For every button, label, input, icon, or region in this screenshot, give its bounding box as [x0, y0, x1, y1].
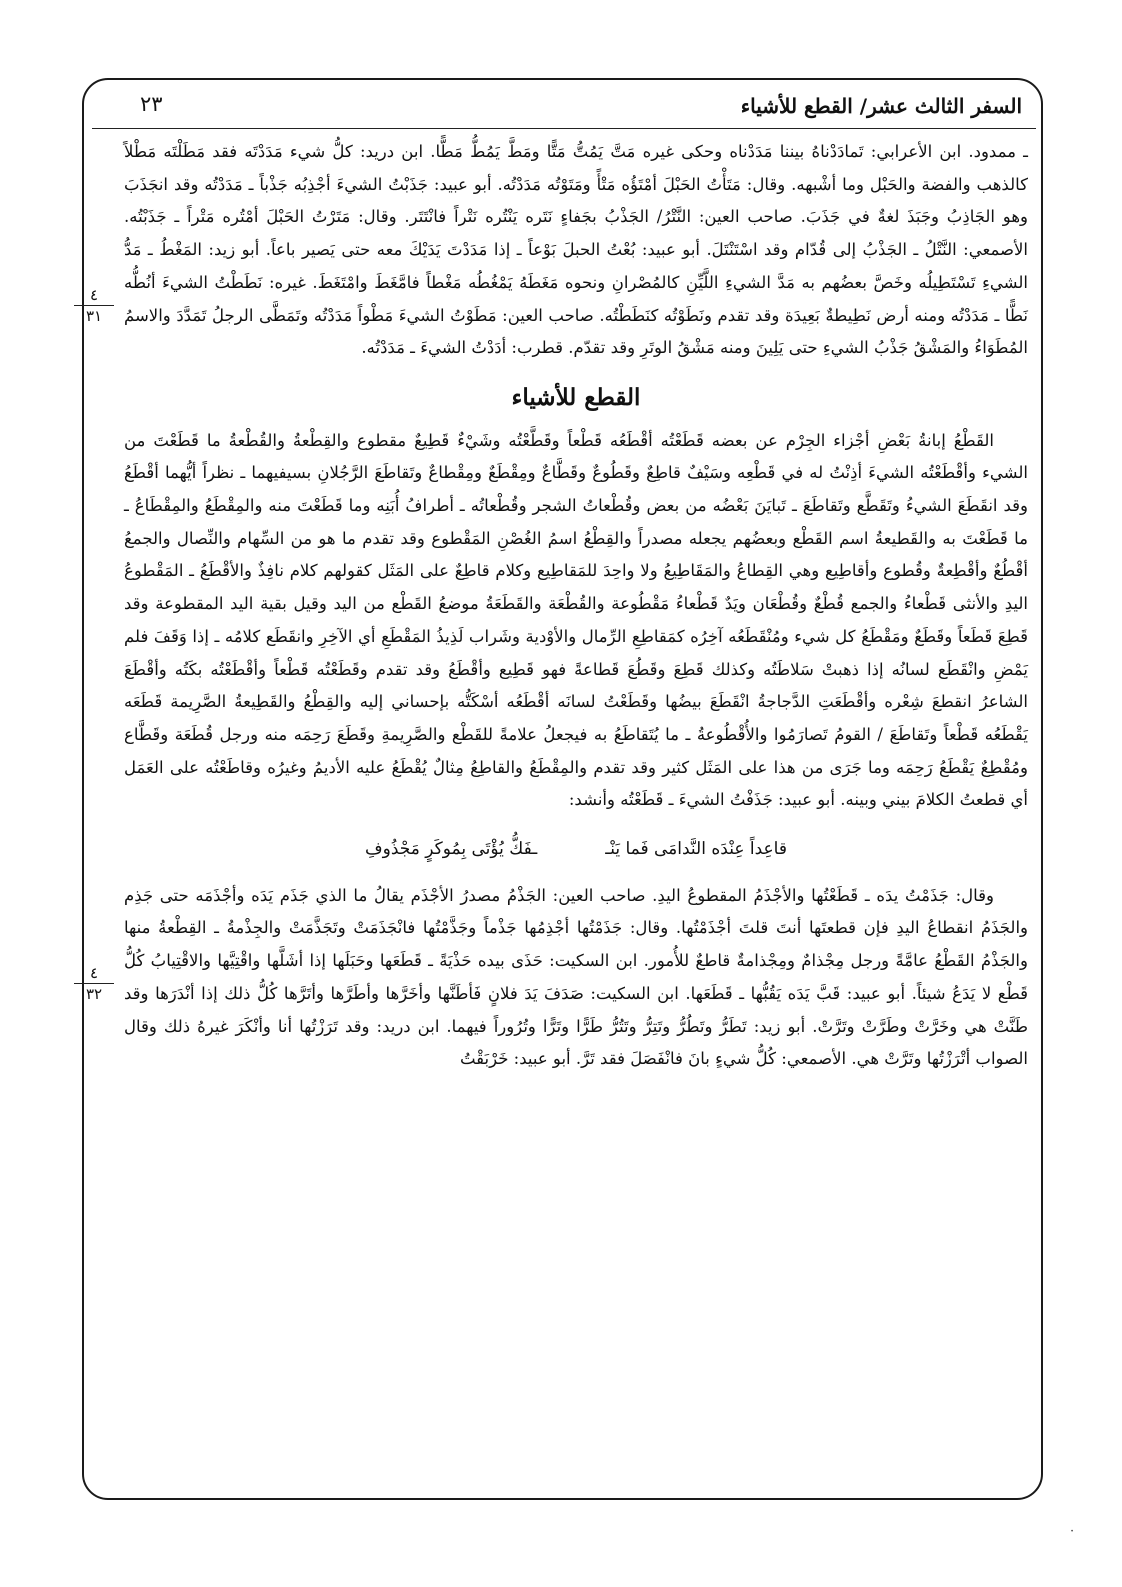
page-header — [100, 90, 1022, 124]
margin-note-folio-31 — [74, 286, 114, 325]
margin-note-denominator: ٣٢ — [85, 985, 103, 1003]
scan-speck: · — [1070, 1524, 1075, 1539]
paragraph-continuation: ـ ممدود. ابن الأعرابي: تَمادَدْناهُ بيننا مَدَدْناه وحكى غيره مَتَّ يَمُتُّ مَتًّا ومَطَّ يَمُطُّ مَطًّا. ابن دريد: كلُّ شيء مَدَدْتَه فقد مَطَلْتَه مَطْلاً كالذهب والفضة والحَبْل وما أشْبهه. وقال: مَتَأْتُ الحَبْلَ أمْتَؤُه مَتْأً ومَتَوْتُه مَدَدْتُه. أبو عبيد: جَذَبْتُ الشيءَ أجْذِبُه جَذْباً ـ مَدَدْتُه وقد انجَذَبَ وهو الجَاذِبُ وجَبَذَ لغةٌ في جَذَبَ. صاحب العين: النَّتْرُ/ الجَذْبُ بجَفاءٍ نَتَره يَنْتُره نَتْراً فانْتَتَر. وقال: مَتَرْتُ الحَبْلَ أمْتُره مَتْراً ـ جَذَبْتُه. الأصمعي: النَّتْلُ ـ الجَذْبُ إلى قُدّام وقد اسْتَنْتَلَ. أبو عبيد: بُعْتُ الحبلَ بَوْعاً ـ إذا مَدَدْتَ يَدَيْكَ معه حتى يَصير باعاً. أبو زيد: المَغْطُ ـ مَدُّ الشيءِ تَسْتَطِيلُه وخَصَّ بعضُهم به مَدَّ الشيءِ اللَّيِّنِ كالمُصْرانِ ونحوه مَغَطَهُ يَمْغُطُه مَغْطاً فامَّغَطَ وامْتَغَطَ. غيره: نَطَطْتُ الشيءَ أنُطُّه نَطًّا ـ مَدَدْتُه ومنه أرض نَطِيطةٌ بَعِيدَة وقد تقدم ونَطَوْتُه كنَطَطْتُه. صاحب العين: مَطَوْتُ الشيءَ مَطْواً مَدَدْتُه وتَمَطَّى الرجلُ تَمَدَّدَ والاسمُ المُطَوَاءُ والمَشْقُ جَذْبُ الشيءِ حتى يَلِينَ ومنه مَشْقُ الوتَرِ وقد تقدّم. قطرب: أدَدْتُ الشيءَ ـ مَدَدْتُه. — [124, 142, 1028, 358]
margin-note-numerator: ٤ — [74, 964, 114, 984]
paragraph-cutting: القَطْعُ إبانةُ بَعْضِ أجْزاء الجِرْم عن بعضه قَطَعْتُه أقْطَعُه قَطْعاً وقَطَّعْتُه وشَيْءٌ قَطِيعٌ مقطوع والقِطْعةُ والقُطْعةُ ما قَطَعْتَ من الشيء وأقْطَعْتُه الشيءَ أذِنْتُ له في قَطْعِه وسَيْفٌ قاطِعٌ وقَطُوعٌ وقَطَّاعٌ ومِقْطَعٌ ومِقْطاعٌ وتَقاطَعَ الرَّجُلانِ بسيفيهما ـ نظراً أيُّهما أقْطَعُ وقد انقَطَعَ الشيءُ وتَقَطَّع وتَقاطَعَ ـ تَبايَنَ بَعْضُه من بعض وقُطْعاتُ الشجر وقُطْعاتُه ـ أطرافُ أُبَنِه وما قَطَعْتَ منه والمِقْطَعُ والمِقْطَاعُ ـ ما قَطَعْتَ به والقَطيعةُ اسم القَطْع وبعضُهم يجعله مصدراً والقِطْعُ اسمُ الغُصْنِ المَقْطوع وقد تقدم ما هو من السِّهام والنِّصال والجمعُ أقْطُعٌ وأقْطِعةٌ وقُطوع وأقاطِيع وهي القِطاعُ والمَقَاطِيعُ ولا واحِدَ للمَقاطِيع وكلام قاطِعٌ على المَثَل كقولهم كلام نافِذٌ والأقْطَعُ ـ المَقْطوعُ اليدِ والأنثى قَطْعاءُ والجمع قُطْعٌ وقُطْعَان ويَدٌ قَطْعاءُ مَقْطُوعة والقُطْعَة والقَطَعَةُ موضعُ القَطْع من اليد وقيل بقية اليد المقطوعة وقد قَطِعَ قَطَعاً وقَطَعٌ ومَقْطَعُ كل شيء ومُنْقَطَعُه آخِرُه كمَقاطِعِ الرِّمال والأوْدية وشَراب لَذِيذُ المَقْطَعِ أي الآخِرِ وانقَطَع كلامُه ـ إذا وَقَفَ فلم يَمْضِ وانْقَطَع لسانُه إذا ذهبتْ سَلاطَتُه وكذلك قَطِعَ وقَطُعَ قَطاعةً فهو قَطِيع وأقْطَعُ وقد تقدم وقَطَعْتُه قَطْعاً وأقْطَعْتُه بكَتُه وأقْطَعَ الشاعرُ انقطعَ شِعْره وأقْطَعَتِ الدَّجاجةُ انْقَطَعَ بيضُها وقَطَعْتُ لسانَه أقْطَعُه أسْكَتُّه بإحساني إليه والقِطْعُ والقَطِيعةُ الصَّرِيمة قَطَعَه يَقْطَعُه قَطْعاً وتَقاطَعَ / القومُ تَصارَمُوا والأُقْطُوعةُ ـ ما يُتَقاطَعُ به فيجعلُ علامةً للقَطْع والصَّرِيمةِ وقَطَعَ رَحِمَه منه ورجل قُطَعَة وقَطَّاع ومُقْطِعٌ يَقْطَعُ رَحِمَه وما جَرَى من هذا على المَثَل كثير وقد تقدم والمِقْطَعُ والقاطِعُ مِثالٌ يُقْطَعُ عليه الأديمُ وغيرُه وقاطَعْتُه على العَمَل أي قطعتُ الكلامَ بيني وبينه. أبو عبيد: جَذَفْتُ الشيءَ ـ قَطَعْتُه وأنشد: — [124, 430, 1028, 810]
margin-note-folio-32 — [74, 964, 114, 1003]
main-text — [124, 136, 1028, 1076]
paragraph-after-verse: وقال: جَذَمْتُ يدَه ـ قَطَعْتُها والأجْذَمُ المقطوعُ اليدِ. صاحب العين: الجَذْمُ مصدرُ الأجْذَم يقالُ ما الذي جَذَم يَدَه وأجْذَمَه حتى جَذِم والجَذَمُ انقطاعُ اليدِ فإن قطعتَها أنتَ قلتَ أجْذَمْتُها. وقال: جَذَمْتُها أجْذِمُها جَذْماً وجَذَّمْتُها فانْجَذَمَتْ وتَجَذَّمَتْ والجِذْمةُ ـ القِطْعةُ منها والجَذْمُ القَطْعُ عامَّةً ورجل مِجْذامٌ ومِجْذامةٌ قاطعٌ للأُمور. ابن السكيت: حَذَى بيده حَذْيَةً ـ قَطَعَها وحَبَلَها إذا أشَلَّها واقْتِيَّها والاقْتِيابُ كُلُّ قَطْع لا يَدَعُ شيئاً. أبو عبيد: قَبَّ يَدَه يَقُبُّها ـ قَطَعَها. ابن السكيت: صَدَفَ يَدَ فلانٍ فَأطَنَّها وأخَرَّها وأطَرَّها وأتَرَّها كُلُّ ذلك إذا أنْدَرَها وقد طَنَّتْ هي وخَرَّتْ وطَرَّتْ وتَرَّتْ. أبو زيد: تَطَرُّ وتَطُرُّ وتَتِرُّ وتَتُرُّ طَرًّا وتَرًّا وتُرُوراً فيهما. ابن دريد: وقد تَرَزْتُها أنا وأنْكَرَ غيرهُ ذلك وقال الصواب أتْرَزْتُها وتَرَّتْ هي. الأصمعي: كُلُّ شيءٍ بانَ فانْفَصَلَ فقد تَرَّ. أبو عبيد: خَرْبَقْتُ — [124, 885, 1028, 1069]
verse-hemistich-second: ـفَكُّ يُؤْتَى بِمُوكَرٍ مَجْذُوفِ — [365, 839, 538, 860]
margin-note-numerator: ٤ — [74, 286, 114, 306]
header-rule — [92, 128, 1036, 129]
verse-line — [124, 833, 1028, 866]
margin-note-denominator: ٣١ — [85, 307, 103, 325]
running-title: السفر الثالث عشر/ القطع للأشياء — [740, 94, 1022, 118]
verse-hemistich-first: قاعِداً عِنْدَه النَّدامَى فَما يَنْـ — [605, 839, 787, 860]
section-title: القطع للأشياء — [511, 383, 641, 411]
page-number: ٢٣ — [140, 92, 163, 116]
